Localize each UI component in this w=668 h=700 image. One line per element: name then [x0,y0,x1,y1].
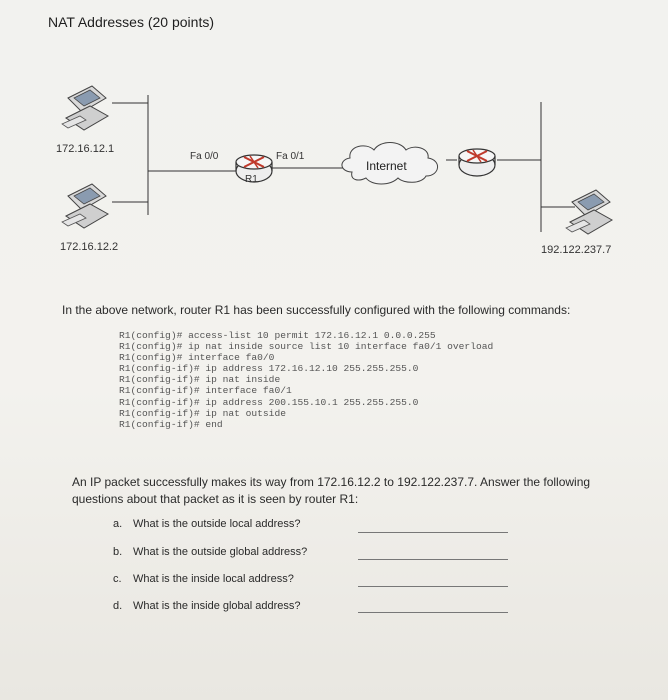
command-line: R1(config)# access-list 10 permit 172.16.12.1 0.0.0.255 [119,330,436,341]
question-text: What is the inside global address? [133,600,301,612]
question-d [113,600,301,612]
command-line: R1(config-if)# ip nat inside [119,374,281,386]
question-text: What is the outside local address? [133,518,301,530]
command-line: R1(config-if)# ip address 172.16.12.10 255.255.255.0 [119,363,419,375]
answer-blank-a[interactable] [358,532,508,533]
answer-blank-c[interactable] [358,586,508,587]
host3-computer-icon [566,190,612,234]
host3-ip-label: 192.122.237.7 [541,244,612,256]
r1-fa00-label: Fa 0/0 [190,151,219,162]
r1-name-label: R1 [245,174,258,185]
question-letter: d. [113,600,123,612]
command-line: R1(config-if)# end [119,418,223,430]
host1-ip-label: 172.16.12.1 [56,143,115,155]
page-title: NAT Addresses (20 points) [48,14,215,30]
host2-ip-label: 172.16.12.2 [60,241,119,253]
question-b [113,546,307,558]
question-letter: b. [113,546,123,558]
command-line: R1(config)# interface fa0/0 [119,352,275,364]
question-c [113,573,294,585]
question-text: What is the outside global address? [133,546,308,558]
question-intro: An IP packet successfully makes its way from 172.16.12.2 to 192.122.237.7. Answer the following questions about that packet as it is seen by router R1: [72,475,591,506]
question-letter: a. [113,518,123,530]
command-line: R1(config-if)# interface fa0/1 [119,385,292,397]
command-line: R1(config-if)# ip address 200.155.10.1 255.255.255.0 [119,396,419,408]
command-line: R1(config-if)# ip nat outside [119,407,286,419]
question-letter: c. [113,573,122,585]
network-diagram [0,0,668,270]
config-commands [119,330,493,430]
command-line: R1(config)# ip nat inside source list 10 interface fa0/1 overload [119,341,494,353]
host1-computer-icon [62,86,108,130]
answer-blank-d[interactable] [358,612,508,613]
question-a [113,518,301,530]
question-text: What is the inside local address? [133,573,294,585]
config-intro: In the above network, router R1 has been successfully configured with the following commands: [62,303,571,317]
host2-computer-icon [62,184,108,228]
r1-fa01-label: Fa 0/1 [276,151,305,162]
internet-label: Internet [366,159,407,173]
answer-blank-b[interactable] [358,559,508,560]
router-r2-icon [459,149,495,176]
